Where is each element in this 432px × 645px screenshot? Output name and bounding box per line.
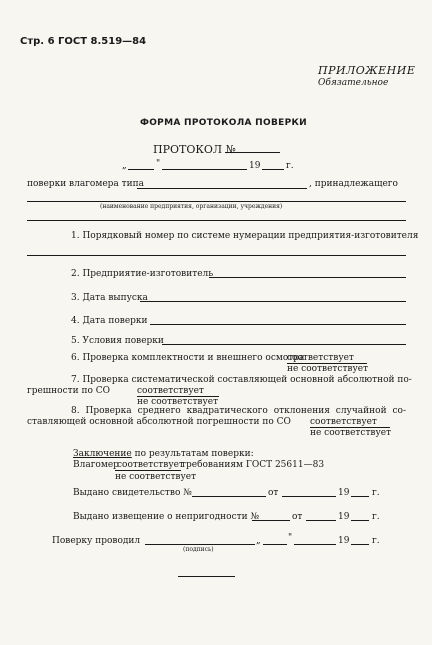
item-2-text: 2. Предприятие-изготовитель bbox=[71, 269, 214, 279]
item-2-field[interactable] bbox=[209, 277, 406, 278]
notice-year-field[interactable] bbox=[351, 520, 369, 521]
certificate-date-field[interactable] bbox=[282, 496, 336, 497]
page-reference: Стр. 6 ГОСТ 8.519—84 bbox=[20, 36, 147, 47]
verifier-day-field[interactable] bbox=[263, 544, 287, 545]
verifier-signature-field[interactable] bbox=[145, 544, 255, 545]
organization-caption: (наименование предприятия, организации, учреждения) bbox=[100, 203, 283, 210]
item-5-field[interactable] bbox=[162, 344, 406, 345]
verifier-year-field[interactable] bbox=[351, 544, 369, 545]
protocol-number-field[interactable] bbox=[225, 152, 280, 153]
item-7-line-2: грешности по СО bbox=[27, 386, 111, 396]
item-8-not-option[interactable]: не соответствует bbox=[310, 428, 392, 438]
conclusion-ok-option[interactable]: соответствует bbox=[117, 460, 184, 470]
certificate-number-field[interactable] bbox=[192, 496, 266, 497]
notice-date-field[interactable] bbox=[306, 520, 336, 521]
notice-from: от bbox=[292, 512, 303, 522]
item-8-line-2: ставляющей основной абсолютной погрешности по СО bbox=[27, 417, 291, 427]
date-year-prefix: 19 bbox=[249, 161, 261, 171]
verifier-date-close-quote: " bbox=[288, 533, 293, 543]
item-3-field[interactable] bbox=[140, 301, 406, 302]
conclusion-divider bbox=[115, 470, 181, 471]
notice-year-suffix: г. bbox=[372, 512, 380, 522]
mandatory-label: Обязательное bbox=[318, 78, 389, 88]
verifier-month-field[interactable] bbox=[294, 544, 336, 545]
owner-line-start: поверки влагомера типа bbox=[27, 179, 144, 189]
item-1-text: 1. Порядковый номер по системе нумерации предприятия-изготовителя bbox=[71, 231, 419, 241]
notice-number-field[interactable] bbox=[252, 520, 290, 521]
item-6-text: 6. Проверка комплектности и внешнего осмотра bbox=[71, 353, 305, 363]
organization-name-field[interactable] bbox=[27, 201, 406, 202]
date-open-quote: „ bbox=[122, 161, 127, 171]
conclusion-line-start: Влагомер bbox=[73, 460, 119, 470]
item-6-not-option[interactable]: не соответствует bbox=[287, 364, 369, 374]
item-3-text: 3. Дата выпуска bbox=[71, 293, 148, 303]
date-day-field[interactable] bbox=[128, 169, 154, 170]
organization-extra-field[interactable] bbox=[27, 220, 406, 221]
conclusion-label-rest: по результатам поверки: bbox=[134, 449, 254, 459]
item-7-line-1: 7. Проверка систематической составляющей основной абсолютной по- bbox=[71, 375, 412, 385]
end-divider bbox=[178, 576, 235, 577]
certificate-year-prefix: 19 bbox=[338, 488, 350, 498]
item-1-field[interactable] bbox=[27, 255, 406, 256]
certificate-from: от bbox=[268, 488, 279, 498]
item-7-not-option[interactable]: не соответствует bbox=[137, 397, 219, 407]
verifier-year-suffix: г. bbox=[372, 536, 380, 546]
item-5-text: 5. Условия поверки bbox=[71, 336, 164, 346]
form-title: ФОРМА ПРОТОКОЛА ПОВЕРКИ bbox=[140, 118, 307, 128]
conclusion-heading bbox=[73, 449, 254, 459]
item-7-ok-option[interactable]: соответствует bbox=[137, 386, 204, 396]
verifier-text: Поверку проводил bbox=[52, 536, 141, 546]
date-month-field[interactable] bbox=[162, 169, 247, 170]
certificate-text: Выдано свидетельство № bbox=[73, 488, 192, 498]
owner-line-end: , принадлежащего bbox=[309, 179, 398, 189]
date-year-suffix: г. bbox=[286, 161, 294, 171]
date-close-quote: " bbox=[156, 159, 161, 169]
item-4-text: 4. Дата поверки bbox=[71, 316, 148, 326]
conclusion-line-end: требованиям ГОСТ 25611—83 bbox=[181, 460, 325, 470]
certificate-year-field[interactable] bbox=[351, 496, 369, 497]
date-year-field[interactable] bbox=[262, 169, 284, 170]
notice-text: Выдано извещение о непригодности № bbox=[73, 512, 259, 522]
item-8-ok-option[interactable]: соответствует bbox=[310, 417, 377, 427]
conclusion-label: Заключение bbox=[73, 449, 132, 459]
protocol-label: ПРОТОКОЛ № bbox=[153, 143, 236, 156]
verifier-date-open-quote: „ bbox=[256, 536, 261, 546]
conclusion-not-option[interactable]: не соответствует bbox=[115, 472, 197, 482]
item-6-ok-option[interactable]: соответствует bbox=[287, 353, 354, 363]
device-type-field[interactable] bbox=[137, 188, 307, 189]
notice-year-prefix: 19 bbox=[338, 512, 350, 522]
certificate-year-suffix: г. bbox=[372, 488, 380, 498]
item-8-line-1: 8. Проверка среднего квадратического отклонения случайной со- bbox=[71, 406, 406, 416]
verifier-year-prefix: 19 bbox=[338, 536, 350, 546]
appendix-label: ПРИЛОЖЕНИЕ bbox=[318, 64, 416, 77]
signature-caption: (подпись) bbox=[183, 546, 214, 553]
item-4-field[interactable] bbox=[150, 324, 406, 325]
